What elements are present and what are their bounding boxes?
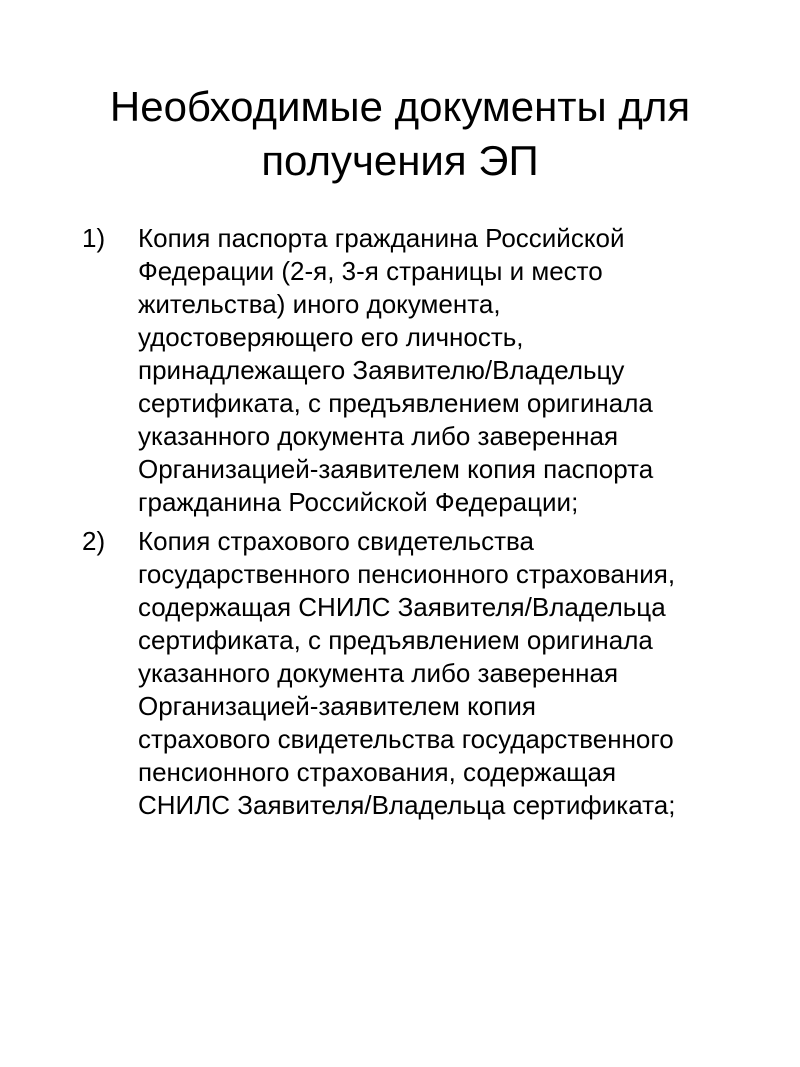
list-item-text-line: Копия страхового свидетельства bbox=[138, 526, 535, 556]
list-item-snils-copy bbox=[82, 525, 772, 822]
list-item-text-line: пенсионного страхования, содержащая bbox=[138, 757, 617, 787]
list-item-text-line: государственного пенсионного страхования, bbox=[138, 559, 676, 589]
slide-title-line: Необходимые документы для bbox=[109, 83, 691, 130]
list-item-text-line: СНИЛС Заявителя/Владельца сертификата; bbox=[138, 790, 676, 820]
list-marker: 2) bbox=[82, 526, 106, 556]
list-item-text-line: гражданина Российской Федерации; bbox=[138, 487, 579, 517]
list-item-text-line: жительства) иного документа, bbox=[138, 289, 501, 319]
list-item-text-line: сертификата, с предъявлением оригинала bbox=[138, 388, 653, 418]
list-item-text-line: Организацией-заявителем копия bbox=[138, 691, 536, 721]
list-item-text-line: Организацией-заявителем копия паспорта bbox=[138, 454, 654, 484]
list-item-text-line: принадлежащего Заявителю/Владельцу bbox=[138, 355, 625, 385]
list-item-text-line: Федерации (2-я, 3-я страницы и место bbox=[138, 256, 603, 286]
list-item-text-line: указанного документа либо заверенная bbox=[138, 421, 619, 451]
list-item-passport-copy bbox=[82, 222, 772, 519]
documents-list bbox=[82, 222, 772, 828]
list-item-text-line: удостоверяющего его личность, bbox=[138, 322, 524, 352]
list-item-text-line: страхового свидетельства государственного bbox=[138, 724, 674, 754]
slide-title-line: получения ЭП bbox=[261, 137, 539, 184]
list-item-text-line: Копия паспорта гражданина Российской bbox=[138, 223, 625, 253]
list-item-text-line: содержащая СНИЛС Заявителя/Владельца bbox=[138, 592, 666, 622]
list-item-text-line: указанного документа либо заверенная bbox=[138, 658, 619, 688]
list-item-text-line: сертификата, с предъявлением оригинала bbox=[138, 625, 653, 655]
list-marker: 1) bbox=[82, 223, 106, 253]
slide-title bbox=[40, 80, 760, 188]
